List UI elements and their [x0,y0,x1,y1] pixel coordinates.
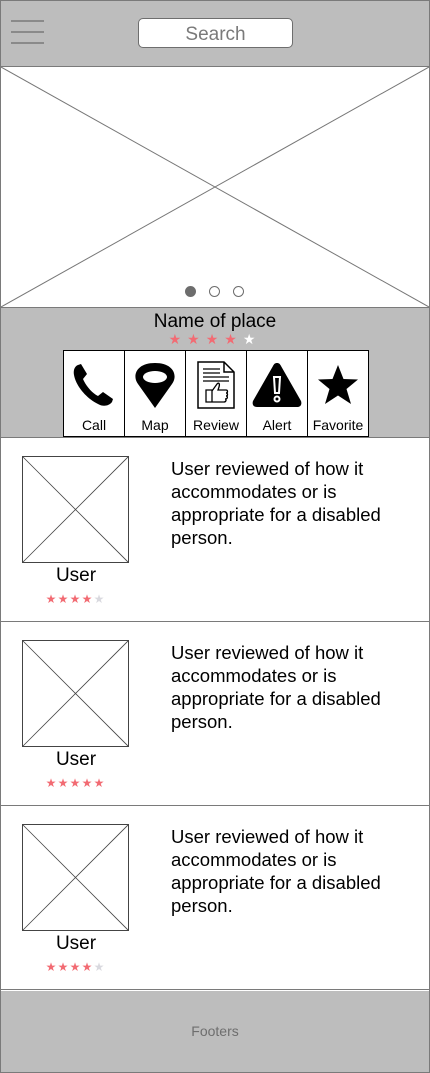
rating-star-icon: ★ [81,592,93,606]
carousel-dot-1[interactable] [185,286,196,297]
review-document-icon [186,357,246,413]
rating-star-icon: ★ [69,960,81,974]
footer [1,991,429,1072]
review-username: User [55,749,97,770]
rating-star-icon: ★ [45,592,57,606]
review-card [1,622,429,806]
rating-star-icon: ★ [57,776,69,790]
rating-star-icon: ★ [168,331,188,347]
avatar [22,640,129,747]
star-icon [308,357,368,413]
rating-star-icon: ★ [187,331,206,347]
rating-star-empty-icon: ★ [242,331,262,347]
review-card [1,438,429,622]
place-name: Name of place [153,311,277,332]
call-button[interactable]: Call [64,351,125,436]
phone-icon [64,357,124,413]
review-text: User reviewed of how it accommodates or is appropriate for a disabled person. [171,458,381,548]
footer-text: Footers [191,1023,239,1039]
review-username: User [55,565,97,586]
place-rating [1,331,429,348]
image-placeholder [1,67,429,307]
rating-star-icon: ★ [81,776,93,790]
carousel-dot-2[interactable] [209,286,220,297]
alert-button[interactable]: Alert [247,351,308,436]
rating-star-icon: ★ [93,776,105,790]
rating-star-icon: ★ [69,592,81,606]
rating-star-icon: ★ [45,960,57,974]
review-text: User reviewed of how it accommodates or is appropriate for a disabled person. [171,826,381,916]
rating-star-icon: ★ [45,776,57,790]
rating-star-icon: ★ [224,331,243,347]
search-input[interactable]: Search [138,18,293,48]
map-pin-icon [125,357,185,413]
review-button[interactable]: Review [186,351,247,436]
rating-star-icon: ★ [81,960,93,974]
rating-star-empty-icon: ★ [93,960,105,974]
place-info [1,308,429,438]
carousel-dot-3[interactable] [233,286,244,297]
review-rating [45,592,109,606]
hamburger-menu-icon[interactable] [11,20,44,45]
favorite-button[interactable]: Favorite [308,351,368,436]
image-carousel[interactable] [1,67,429,308]
header-bar [1,1,429,67]
alert-icon [247,357,307,413]
rating-star-icon: ★ [69,776,81,790]
review-username: User [55,933,97,954]
rating-star-empty-icon: ★ [93,592,105,606]
rating-star-icon: ★ [57,592,69,606]
review-text: User reviewed of how it accommodates or is appropriate for a disabled person. [171,642,381,732]
rating-star-icon: ★ [57,960,69,974]
avatar [22,824,129,931]
review-rating [45,960,109,974]
review-rating [45,776,109,790]
action-buttons [63,350,369,437]
review-card [1,806,429,990]
rating-star-icon: ★ [205,331,225,347]
map-button[interactable]: Map [125,351,186,436]
avatar [22,456,129,563]
